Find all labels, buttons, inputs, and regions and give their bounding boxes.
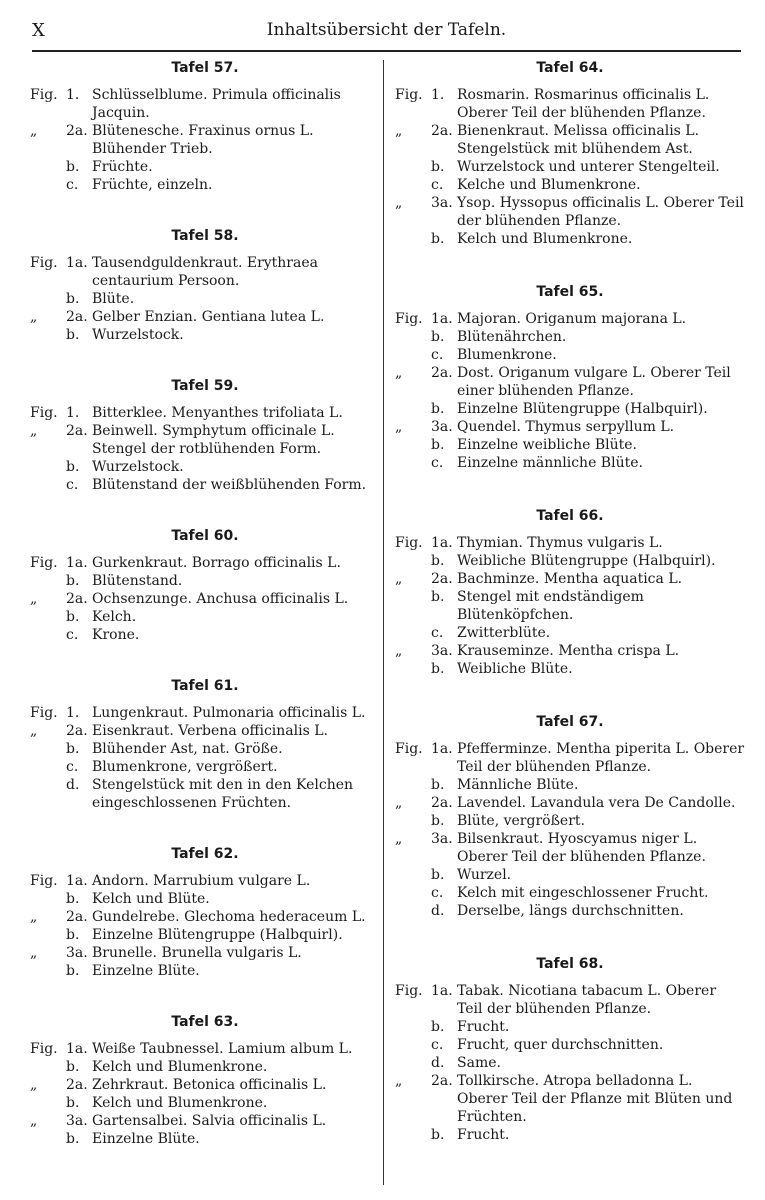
page-number: X xyxy=(32,20,45,41)
figure-description: Kelche und Blumenkrone. xyxy=(457,177,641,193)
figure-number: b. xyxy=(66,963,80,979)
figure-number: 2a. xyxy=(431,1073,453,1089)
figure-number: 1a. xyxy=(66,1041,88,1057)
page-header xyxy=(32,16,741,52)
figure-description: Weibliche Blüte. xyxy=(457,661,573,677)
figure-prefix: „ xyxy=(30,591,38,607)
figure-entry xyxy=(395,86,745,122)
figure-entry xyxy=(395,830,745,866)
tafel-section xyxy=(395,508,745,678)
figure-entry xyxy=(395,454,745,472)
figure-description: Blumenkrone. xyxy=(457,347,557,363)
figure-number: 1a. xyxy=(431,983,453,999)
figure-description: Männliche Blüte. xyxy=(457,777,579,793)
figure-description: Majoran. Origanum majorana L. xyxy=(457,311,687,327)
figure-description: Stengel mit endständigem Blütenköpfchen. xyxy=(457,589,644,623)
figure-entry xyxy=(30,308,380,326)
figure-number: 1a. xyxy=(431,741,453,757)
figure-entry xyxy=(395,346,745,364)
figure-number: c. xyxy=(431,885,444,901)
figure-prefix: Fig. xyxy=(395,87,423,103)
tafel-heading: Tafel 63. xyxy=(171,1014,239,1030)
figure-description: Lungenkraut. Pulmonaria officinalis L. xyxy=(92,705,366,721)
figure-number: 1a. xyxy=(431,311,453,327)
figure-entry xyxy=(395,1072,745,1126)
figure-number: 2a. xyxy=(66,1077,88,1093)
figure-number: 1. xyxy=(431,87,445,103)
figure-number: b. xyxy=(66,1095,80,1111)
tafel-heading: Tafel 66. xyxy=(536,508,604,524)
figure-entry xyxy=(30,86,380,122)
tafel-heading: Tafel 62. xyxy=(171,846,239,862)
figure-number: 2a. xyxy=(66,591,88,607)
figure-number: b. xyxy=(431,813,445,829)
figure-number: d. xyxy=(66,777,80,793)
figure-description: Krone. xyxy=(92,627,140,643)
figure-number: c. xyxy=(66,759,79,775)
left-column xyxy=(30,60,380,1148)
figure-entry xyxy=(395,1018,745,1036)
figure-description: Blütenährchen. xyxy=(457,329,567,345)
figure-prefix: „ xyxy=(30,945,38,961)
figure-entry xyxy=(395,400,745,418)
figure-number: 2a. xyxy=(431,365,453,381)
figure-number: 2a. xyxy=(431,795,453,811)
figure-description: Ochsenzunge. Anchusa officinalis L. xyxy=(92,591,349,607)
figure-entry xyxy=(395,534,745,552)
figure-entry xyxy=(395,624,745,642)
figure-description: Schlüsselblume. Primula officinalis Jacquin. xyxy=(92,87,341,121)
figure-prefix: „ xyxy=(395,1073,403,1089)
figure-number: 2a. xyxy=(66,723,88,739)
figure-description: Gelber Enzian. Gentiana lutea L. xyxy=(92,309,325,325)
figure-entry xyxy=(30,758,380,776)
figure-entry xyxy=(30,326,380,344)
figure-entry xyxy=(395,418,745,436)
figure-prefix: „ xyxy=(30,1113,38,1129)
figure-entry xyxy=(30,554,380,572)
tafel-heading: Tafel 68. xyxy=(536,956,604,972)
figure-number: b. xyxy=(431,231,445,247)
figure-entry xyxy=(30,572,380,590)
figure-description: Zwitterblüte. xyxy=(457,625,551,641)
figure-description: Einzelne Blüte. xyxy=(92,1131,200,1147)
figure-description: Frucht, quer durchschnitten. xyxy=(457,1037,664,1053)
figure-entry xyxy=(395,982,745,1018)
figure-prefix: „ xyxy=(30,423,38,439)
figure-number: b. xyxy=(431,589,445,605)
figure-entry xyxy=(395,122,745,158)
figure-entry xyxy=(395,310,745,328)
figure-number: b. xyxy=(431,437,445,453)
figure-entry xyxy=(395,776,745,794)
figure-entry xyxy=(395,194,745,230)
figure-number: b. xyxy=(66,1131,80,1147)
figure-description: Krauseminze. Mentha crispa L. xyxy=(457,643,680,659)
figure-number: 2a. xyxy=(431,123,453,139)
figure-number: 3a. xyxy=(66,945,88,961)
figure-description: Beinwell. Symphytum officinale L. Stengel der rotblühenden Form. xyxy=(92,423,335,457)
figure-entry xyxy=(395,642,745,660)
figure-description: Zehrkraut. Betonica officinalis L. xyxy=(92,1077,327,1093)
tafel-section xyxy=(30,846,380,980)
tafel-heading: Tafel 64. xyxy=(536,60,604,76)
figure-entry xyxy=(395,158,745,176)
figure-number: b. xyxy=(66,1059,80,1075)
figure-entry xyxy=(30,626,380,644)
figure-prefix: Fig. xyxy=(395,741,423,757)
figure-number: b. xyxy=(431,159,445,175)
figure-prefix: Fig. xyxy=(395,983,423,999)
figure-entry xyxy=(30,254,380,290)
figure-number: b. xyxy=(66,159,80,175)
figure-entry xyxy=(395,660,745,678)
figure-prefix: Fig. xyxy=(30,255,58,271)
figure-description: Eisenkraut. Verbena officinalis L. xyxy=(92,723,328,739)
figure-number: 3a. xyxy=(431,195,453,211)
figure-prefix: „ xyxy=(30,909,38,925)
figure-description: Kelch und Blumenkrone. xyxy=(457,231,633,247)
figure-description: Gurkenkraut. Borrago officinalis L. xyxy=(92,555,341,571)
right-column xyxy=(395,60,745,1144)
figure-entry xyxy=(30,122,380,158)
figure-prefix: Fig. xyxy=(395,311,423,327)
figure-entry xyxy=(395,1054,745,1072)
figure-description: Kelch. xyxy=(92,609,137,625)
figure-number: c. xyxy=(66,627,79,643)
figure-description: Lavendel. Lavandula vera De Candolle. xyxy=(457,795,736,811)
figure-description: Einzelne Blütengruppe (Halbquirl). xyxy=(457,401,708,417)
figure-description: Derselbe, längs durchschnitten. xyxy=(457,903,684,919)
figure-entry xyxy=(395,364,745,400)
figure-entry xyxy=(395,812,745,830)
figure-prefix: Fig. xyxy=(30,405,58,421)
figure-prefix: Fig. xyxy=(30,873,58,889)
figure-entry xyxy=(395,884,745,902)
figure-description: Weiße Taubnessel. Lamium album L. xyxy=(92,1041,353,1057)
figure-prefix: Fig. xyxy=(395,535,423,551)
figure-entry xyxy=(30,1076,380,1094)
figure-entry xyxy=(395,570,745,588)
figure-number: c. xyxy=(66,177,79,193)
figure-number: d. xyxy=(431,1055,445,1071)
figure-entry xyxy=(395,740,745,776)
figure-description: Frucht. xyxy=(457,1127,510,1143)
figure-description: Früchte, einzeln. xyxy=(92,177,213,193)
figure-description: Stengelstück mit den in den Kelchen eingeschlossenen Früchten. xyxy=(92,777,354,811)
figure-number: 2a. xyxy=(66,423,88,439)
figure-description: Andorn. Marrubium vulgare L. xyxy=(92,873,311,889)
figure-prefix: „ xyxy=(395,419,403,435)
figure-number: 1a. xyxy=(66,873,88,889)
tafel-section xyxy=(395,714,745,920)
figure-number: c. xyxy=(431,1037,444,1053)
tafel-section xyxy=(30,60,380,194)
figure-number: b. xyxy=(66,573,80,589)
figure-description: Gundelrebe. Glechoma hederaceum L. xyxy=(92,909,366,925)
figure-entry xyxy=(30,926,380,944)
figure-description: Kelch und Blüte. xyxy=(92,891,210,907)
figure-description: Tollkirsche. Atropa belladonna L. Oberer Teil der Pflanze mit Blüten und Früchten. xyxy=(457,1073,733,1125)
figure-number: c. xyxy=(431,455,444,471)
figure-description: Kelch und Blumenkrone. xyxy=(92,1095,268,1111)
figure-description: Ysop. Hyssopus officinalis L. Oberer Teil der blühenden Pflanze. xyxy=(457,195,744,229)
figure-number: b. xyxy=(431,1127,445,1143)
figure-description: Wurzelstock. xyxy=(92,327,184,343)
figure-number: c. xyxy=(431,177,444,193)
figure-description: Wurzel. xyxy=(457,867,512,883)
figure-description: Weibliche Blütengruppe (Halbquirl). xyxy=(457,553,716,569)
figure-description: Kelch mit eingeschlossener Frucht. xyxy=(457,885,709,901)
figure-entry xyxy=(30,908,380,926)
tafel-section xyxy=(30,228,380,344)
figure-prefix: Fig. xyxy=(30,87,58,103)
figure-entry xyxy=(395,328,745,346)
figure-entry xyxy=(30,704,380,722)
figure-number: b. xyxy=(431,661,445,677)
figure-number: 3a. xyxy=(66,1113,88,1129)
figure-description: Dost. Origanum vulgare L. Oberer Teil einer blühenden Pflanze. xyxy=(457,365,731,399)
figure-description: Thymian. Thymus vulgaris L. xyxy=(457,535,663,551)
figure-description: Bienenkraut. Melissa officinalis L. Stengelstück mit blühendem Ast. xyxy=(457,123,700,157)
figure-prefix: „ xyxy=(30,309,38,325)
figure-number: b. xyxy=(66,291,80,307)
figure-prefix: „ xyxy=(395,195,403,211)
figure-entry xyxy=(395,588,745,624)
figure-prefix: Fig. xyxy=(30,555,58,571)
figure-prefix: „ xyxy=(395,571,403,587)
figure-entry xyxy=(30,176,380,194)
figure-entry xyxy=(30,1040,380,1058)
figure-number: b. xyxy=(66,891,80,907)
tafel-heading: Tafel 65. xyxy=(536,284,604,300)
figure-description: Brunelle. Brunella vulgaris L. xyxy=(92,945,302,961)
figure-entry xyxy=(30,890,380,908)
figure-description: Einzelne weibliche Blüte. xyxy=(457,437,638,453)
figure-description: Wurzelstock und unterer Stengelteil. xyxy=(457,159,720,175)
tafel-heading: Tafel 58. xyxy=(171,228,239,244)
figure-description: Kelch und Blumenkrone. xyxy=(92,1059,268,1075)
figure-number: b. xyxy=(66,741,80,757)
tafel-section xyxy=(395,60,745,248)
figure-description: Blühender Ast, nat. Größe. xyxy=(92,741,283,757)
figure-description: Gartensalbei. Salvia officinalis L. xyxy=(92,1113,327,1129)
figure-number: 3a. xyxy=(431,419,453,435)
figure-description: Tabak. Nicotiana tabacum L. Oberer Teil der blühenden Pflanze. xyxy=(457,983,717,1017)
figure-description: Rosmarin. Rosmarinus officinalis L. Oberer Teil der blühenden Pflanze. xyxy=(457,87,710,121)
figure-number: b. xyxy=(66,327,80,343)
figure-description: Blüte. xyxy=(92,291,135,307)
tafel-heading: Tafel 67. xyxy=(536,714,604,730)
figure-description: Quendel. Thymus serpyllum L. xyxy=(457,419,675,435)
figure-entry xyxy=(395,1126,745,1144)
figure-description: Blüte, vergrößert. xyxy=(457,813,585,829)
figure-description: Blütenstand. xyxy=(92,573,183,589)
figure-description: Einzelne Blüte. xyxy=(92,963,200,979)
figure-prefix: „ xyxy=(395,795,403,811)
figure-entry xyxy=(395,230,745,248)
figure-entry xyxy=(30,458,380,476)
figure-entry xyxy=(30,872,380,890)
figure-number: 1a. xyxy=(66,255,88,271)
figure-description: Tausendguldenkraut. Erythraea centaurium Persoon. xyxy=(92,255,318,289)
figure-number: 1. xyxy=(66,87,80,103)
figure-description: Früchte. xyxy=(92,159,153,175)
figure-number: b. xyxy=(66,927,80,943)
figure-number: 2a. xyxy=(431,571,453,587)
figure-number: b. xyxy=(431,329,445,345)
figure-description: Einzelne männliche Blüte. xyxy=(457,455,643,471)
figure-prefix: „ xyxy=(395,643,403,659)
figure-number: b. xyxy=(66,609,80,625)
figure-entry xyxy=(30,1112,380,1130)
figure-entry xyxy=(395,866,745,884)
tafel-heading: Tafel 57. xyxy=(171,60,239,76)
figure-number: 1. xyxy=(66,405,80,421)
figure-entry xyxy=(395,1036,745,1054)
figure-number: b. xyxy=(431,867,445,883)
figure-prefix: „ xyxy=(30,123,38,139)
figure-description: Frucht. xyxy=(457,1019,510,1035)
figure-entry xyxy=(30,776,380,812)
figure-entry xyxy=(30,404,380,422)
tafel-section xyxy=(30,528,380,644)
figure-entry xyxy=(30,1094,380,1112)
figure-entry xyxy=(30,290,380,308)
figure-prefix: Fig. xyxy=(30,705,58,721)
tafel-section xyxy=(30,1014,380,1148)
figure-number: b. xyxy=(431,777,445,793)
figure-number: 3a. xyxy=(431,643,453,659)
figure-number: 1a. xyxy=(66,555,88,571)
figure-number: 2a. xyxy=(66,909,88,925)
tafel-heading: Tafel 60. xyxy=(171,528,239,544)
figure-entry xyxy=(30,590,380,608)
figure-description: Blütenstand der weißblühenden Form. xyxy=(92,477,367,493)
tafel-section xyxy=(395,956,745,1144)
figure-description: Blütenesche. Fraxinus ornus L. Blühender Trieb. xyxy=(92,123,314,157)
figure-entry xyxy=(30,722,380,740)
figure-entry xyxy=(30,476,380,494)
figure-number: b. xyxy=(431,553,445,569)
figure-entry xyxy=(30,1058,380,1076)
figure-entry xyxy=(395,552,745,570)
figure-entry xyxy=(30,1130,380,1148)
figure-number: b. xyxy=(431,401,445,417)
figure-description: Bitterklee. Menyanthes trifoliata L. xyxy=(92,405,343,421)
figure-description: Bachminze. Mentha aquatica L. xyxy=(457,571,683,587)
figure-entry xyxy=(30,944,380,962)
figure-number: c. xyxy=(431,625,444,641)
figure-number: 2a. xyxy=(66,309,88,325)
figure-entry xyxy=(30,740,380,758)
figure-entry xyxy=(30,158,380,176)
figure-entry xyxy=(395,436,745,454)
figure-description: Blumenkrone, vergrößert. xyxy=(92,759,278,775)
tafel-heading: Tafel 61. xyxy=(171,678,239,694)
figure-number: 3a. xyxy=(431,831,453,847)
tafel-heading: Tafel 59. xyxy=(171,378,239,394)
figure-description: Einzelne Blütengruppe (Halbquirl). xyxy=(92,927,343,943)
figure-entry xyxy=(395,176,745,194)
figure-entry xyxy=(30,962,380,980)
figure-number: 2a. xyxy=(66,123,88,139)
figure-entry xyxy=(395,902,745,920)
figure-prefix: „ xyxy=(30,1077,38,1093)
figure-prefix: „ xyxy=(30,723,38,739)
figure-entry xyxy=(30,608,380,626)
figure-description: Wurzelstock. xyxy=(92,459,184,475)
figure-number: b. xyxy=(431,1019,445,1035)
figure-number: 1a. xyxy=(431,535,453,551)
tafel-section xyxy=(395,284,745,472)
figure-entry xyxy=(30,422,380,458)
figure-entry xyxy=(395,794,745,812)
tafel-section xyxy=(30,678,380,812)
figure-prefix: „ xyxy=(395,123,403,139)
page-title: Inhaltsübersicht der Tafeln. xyxy=(266,20,507,40)
figure-number: b. xyxy=(66,459,80,475)
figure-description: Same. xyxy=(457,1055,501,1071)
figure-number: 1. xyxy=(66,705,80,721)
figure-number: c. xyxy=(431,347,444,363)
figure-prefix: „ xyxy=(395,365,403,381)
figure-description: Bilsenkraut. Hyoscyamus niger L. Oberer Teil der blühenden Pflanze. xyxy=(457,831,706,865)
column-divider xyxy=(383,60,384,1185)
figure-number: d. xyxy=(431,903,445,919)
tafel-section xyxy=(30,378,380,494)
figure-prefix: Fig. xyxy=(30,1041,58,1057)
figure-description: Pfefferminze. Mentha piperita L. Oberer Teil der blühenden Pflanze. xyxy=(457,741,745,775)
figure-prefix: „ xyxy=(395,831,403,847)
figure-number: c. xyxy=(66,477,79,493)
